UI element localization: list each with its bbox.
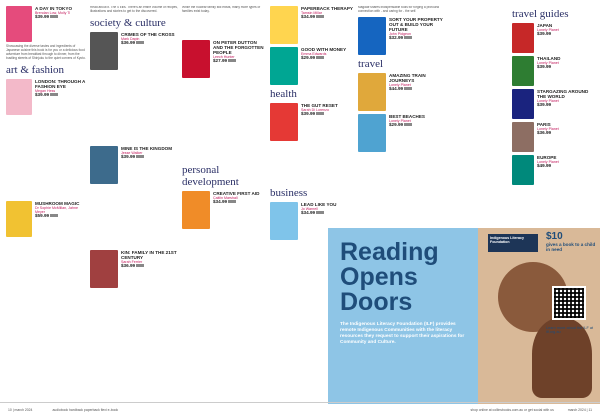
book-title: EUROPE bbox=[537, 155, 557, 160]
book-author: Lonely Planet bbox=[537, 127, 559, 131]
book-description: Showcasing the diverse tastes and ingredients of Japanese cuisine this book is for you or a delicious food adventure from breakfast through to dinner, from the bustling streets of Shinjuku to the quiet corners of Kyoto. bbox=[6, 44, 86, 60]
book-description-filler bbox=[182, 81, 266, 161]
book-title: LONDON: THROUGH A FASHION EYE bbox=[35, 78, 86, 89]
book-cover[interactable] bbox=[6, 6, 32, 42]
book-title: CREATIVE FIRST AID bbox=[213, 190, 260, 196]
book-cover[interactable] bbox=[512, 89, 534, 119]
column-1 bbox=[6, 6, 86, 402]
column-5 bbox=[358, 6, 448, 226]
book-title: ON PETER DUTTON AND THE FORGOTTEN PEOPLE bbox=[213, 39, 264, 55]
book-cover[interactable] bbox=[182, 191, 210, 229]
intro-text: While the nuclear family still exists, many more types of families exist today. bbox=[182, 6, 261, 13]
book-title: A DAY IN TOKYO bbox=[35, 6, 73, 11]
page-footer bbox=[0, 402, 600, 416]
book-price: $39.99 bbox=[35, 15, 72, 19]
book-cover[interactable] bbox=[358, 114, 386, 152]
format-legend: audiobook hardback paperback flexi e-book bbox=[52, 407, 119, 412]
book-mine-is-the-kingdom[interactable] bbox=[90, 146, 178, 184]
book-author: Megan Hess bbox=[35, 88, 56, 93]
donate-callout[interactable] bbox=[546, 232, 596, 252]
book-author: Jesse Walker bbox=[121, 150, 143, 155]
column-6 bbox=[512, 6, 596, 226]
book-amazing-train-journeys[interactable] bbox=[358, 73, 448, 111]
book-cover[interactable] bbox=[90, 32, 118, 70]
book-cover[interactable] bbox=[358, 17, 386, 55]
book-price: $59.99 bbox=[35, 214, 86, 218]
book-author: John Pidgeon bbox=[389, 31, 411, 36]
book-title: CRIMES OF THE CROSS bbox=[121, 31, 175, 37]
text-filler bbox=[270, 144, 354, 184]
book-author: Lonely Planet bbox=[537, 160, 559, 164]
book-paperback-therapy[interactable] bbox=[270, 6, 354, 44]
book-crimes-of-the-cross[interactable] bbox=[90, 32, 178, 70]
book-title: MINE IS THE KINGDOM bbox=[121, 145, 173, 151]
book-author: Emma Edwards bbox=[301, 52, 327, 56]
book-title: SORT YOUR PROPERTY OUT & BUILD YOUR FUTURE bbox=[389, 16, 443, 32]
book-author: Tamsin Millar bbox=[301, 11, 322, 15]
intro-text: Read about it. The 4 Ellis. There's an entire volume of recipes, illustrations and stories to get to the discovered. bbox=[90, 6, 178, 13]
book-price: $39.99 bbox=[537, 64, 552, 70]
book-author: Dr Sophie McMillan, Jahne Meyer bbox=[35, 205, 78, 214]
book-paris[interactable] bbox=[512, 122, 596, 152]
book-title: KIN: FAMILY IN THE 21ST CENTURY bbox=[121, 249, 177, 260]
book-cover[interactable] bbox=[6, 79, 32, 115]
book-cover[interactable] bbox=[270, 6, 298, 44]
book-price: $39.99 bbox=[537, 31, 552, 37]
book-creative-first-aid[interactable] bbox=[182, 191, 266, 229]
banner-blurb: The Indigenous Literacy Foundation (ILF) provides remote Indigenous Communities with the literacy resources they request to support their aspirations for Community and Culture. bbox=[340, 322, 465, 345]
intro-text: Magdalf shares indispensable tools for forging a profound connection with - and caring for - the self. bbox=[358, 6, 440, 13]
book-price: $27.99 bbox=[213, 59, 266, 63]
book-cover[interactable] bbox=[512, 122, 534, 152]
book-japan[interactable] bbox=[512, 23, 596, 53]
book-author: Lonely Planet bbox=[537, 61, 559, 65]
book-author: Lonely Planet bbox=[389, 82, 411, 87]
book-price: $36.99 bbox=[121, 41, 175, 45]
book-mushroom-magic[interactable] bbox=[6, 201, 86, 237]
page-number-right: march 2024 | 11 bbox=[567, 407, 592, 412]
book-price: $29.99 bbox=[389, 123, 425, 127]
book-price: $44.99 bbox=[389, 87, 448, 91]
text-filler bbox=[182, 17, 266, 37]
book-description-filler bbox=[90, 73, 178, 143]
page-number-left: 10 | march 2024 bbox=[8, 407, 33, 412]
book-sort-your-property[interactable] bbox=[358, 17, 448, 55]
book-title: LEAD LIKE YOU bbox=[301, 202, 337, 207]
book-description-filler bbox=[90, 187, 178, 247]
book-price: $34.99 bbox=[301, 211, 336, 215]
book-stargazing[interactable] bbox=[512, 89, 596, 119]
section-heading: business bbox=[270, 187, 308, 199]
column-3 bbox=[182, 6, 266, 402]
book-author: Leech Hunter bbox=[213, 54, 235, 59]
book-author: Lonely Planet bbox=[537, 99, 559, 103]
book-cover[interactable] bbox=[512, 155, 534, 185]
book-price: $36.99 bbox=[537, 130, 552, 136]
book-cover[interactable] bbox=[90, 250, 118, 288]
book-cover[interactable] bbox=[270, 47, 298, 85]
book-author: Brendan Low, Molly Ti bbox=[35, 11, 71, 15]
book-good-with-money[interactable] bbox=[270, 47, 354, 85]
book-author: Sarah Di Lorenzo bbox=[301, 108, 329, 112]
book-the-gut-reset[interactable] bbox=[270, 103, 354, 141]
book-title: JAPAN bbox=[537, 23, 553, 28]
book-title: THAILAND bbox=[537, 56, 561, 61]
qr-code-icon[interactable] bbox=[552, 286, 586, 320]
book-thailand[interactable] bbox=[512, 56, 596, 86]
book-price: $39.99 bbox=[301, 112, 338, 116]
donate-text: gives a book to a child in need bbox=[546, 242, 596, 253]
book-title: BEST BEACHES bbox=[389, 113, 425, 119]
book-author: Jo Warnell bbox=[301, 207, 318, 211]
book-title: GOOD WITH MONEY bbox=[301, 47, 347, 52]
book-price: $39.99 bbox=[537, 102, 552, 108]
book-kin[interactable] bbox=[90, 250, 178, 288]
book-london-fashion[interactable] bbox=[6, 79, 86, 115]
book-title: THE GUT RESET bbox=[301, 103, 338, 108]
book-cover[interactable] bbox=[270, 202, 298, 240]
book-price: $36.99 bbox=[121, 264, 178, 268]
book-title: PARIS bbox=[537, 122, 551, 127]
qr-caption: Learn more about the ILF at ilf.org.au bbox=[546, 326, 594, 335]
book-author: Lonely Planet bbox=[537, 28, 559, 32]
book-price: $32.99 bbox=[389, 36, 448, 40]
section-heading: art & fashion bbox=[6, 63, 65, 76]
book-best-beaches[interactable] bbox=[358, 114, 448, 152]
book-price: $39.99 bbox=[35, 93, 86, 97]
book-price: $34.99 bbox=[301, 15, 353, 19]
ilf-logo: Indigenous Literacy Foundation bbox=[488, 234, 538, 252]
section-heading: travel bbox=[358, 57, 384, 70]
book-title: PAPERBACK THERAPY bbox=[301, 6, 353, 11]
book-title: STARGAZING AROUND THE WORLD bbox=[537, 89, 589, 99]
book-cover[interactable] bbox=[6, 201, 32, 237]
book-title: AMAZING TRAIN JOURNEYS bbox=[389, 72, 426, 83]
book-a-day-in-tokyo[interactable] bbox=[6, 6, 86, 42]
book-cover[interactable] bbox=[270, 103, 298, 141]
book-on-peter-dutton[interactable] bbox=[182, 40, 266, 78]
banner-headline: Reading Opens Doors bbox=[340, 238, 439, 316]
shop-online-link[interactable]: shop online at collinsbooks.com.au or get social with us bbox=[470, 407, 554, 412]
book-description-filler bbox=[6, 118, 86, 198]
donate-amount: $10 bbox=[546, 231, 563, 242]
section-heading: personal development bbox=[182, 163, 239, 188]
book-author: Lonely Planet bbox=[389, 118, 411, 123]
book-author: Mark Dapin bbox=[121, 36, 140, 41]
book-title: MUSHROOM MAGIC bbox=[35, 200, 80, 206]
column-2 bbox=[90, 6, 178, 402]
book-cover[interactable] bbox=[90, 146, 118, 184]
section-heading: travel guides bbox=[512, 8, 569, 20]
book-cover[interactable] bbox=[512, 23, 534, 53]
section-heading: society & culture bbox=[90, 16, 166, 29]
book-cover[interactable] bbox=[182, 40, 210, 78]
book-cover[interactable] bbox=[512, 56, 534, 86]
book-cover[interactable] bbox=[358, 73, 386, 111]
book-price: $49.99 bbox=[537, 163, 552, 169]
book-price: $34.99 bbox=[213, 200, 259, 204]
book-price: $39.99 bbox=[121, 155, 172, 159]
book-price: $29.99 bbox=[301, 56, 346, 60]
section-heading: health bbox=[270, 88, 297, 100]
book-author: Sarah Ferrier bbox=[121, 259, 143, 264]
book-author: Caitlin Marshall bbox=[213, 195, 238, 200]
book-europe[interactable] bbox=[512, 155, 596, 185]
